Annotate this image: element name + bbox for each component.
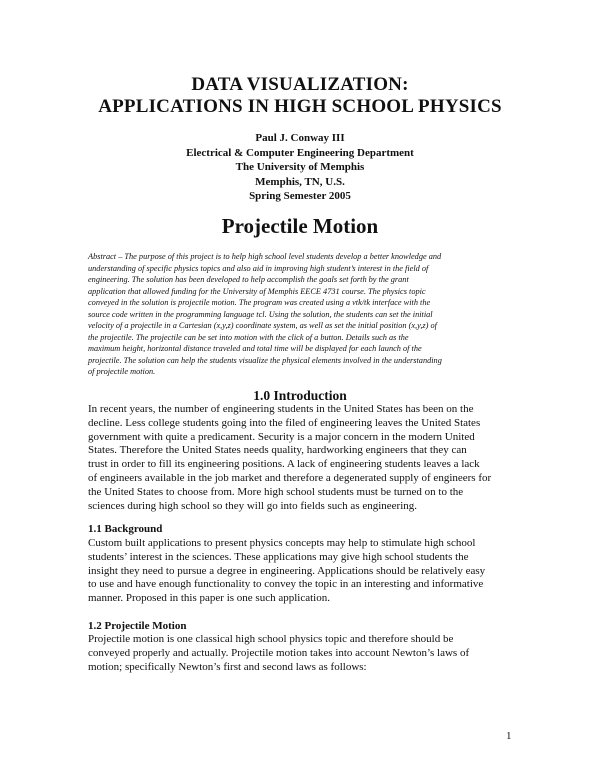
paragraph-line: to use and have enough functionality to convey the topic in an interesting and informative — [88, 578, 484, 591]
paper-title-line-1: DATA VISUALIZATION: — [191, 74, 409, 95]
abstract-line: velocity of a projectile in a Cartesian (x,y,z) coordinate system, as well as set the initial position (x,y,z) of — [88, 321, 437, 330]
paragraph-line: Projectile motion is one classical high school physics topic and therefore should be — [88, 633, 454, 645]
abstract-line: of projectile motion. — [88, 367, 156, 376]
author-block — [40, 131, 560, 204]
author-location: Memphis, TN, U.S. — [255, 175, 345, 188]
abstract-line: the projectile. The projectile can be set into motion with the click of a button. Details such as the — [88, 332, 409, 342]
background-heading: 1.1 Background — [88, 523, 163, 535]
author-name: Paul J. Conway III — [255, 132, 345, 144]
section-title: Projectile Motion — [221, 214, 379, 238]
paragraph-line: insight they need to pursue a degree in engineering. Applications should be relatively easy — [88, 564, 486, 577]
paragraph-line: sciences during high school so they will go into fields such as engineering. — [88, 499, 418, 512]
page-number: 1 — [506, 730, 512, 742]
abstract — [88, 251, 528, 378]
intro-heading: 1.0 Introduction — [253, 388, 347, 403]
projectile-paragraph — [88, 633, 528, 674]
paragraph-line: States. Therefore the United States needs quality, hardworking engineers that they can — [88, 444, 467, 457]
intro-paragraph — [88, 403, 528, 513]
author-university: The University of Memphis — [235, 161, 365, 173]
abstract-line: engineering. The solution has been developed to help accomplish the goals set forth by the grant — [88, 275, 409, 284]
abstract-line: source code written in the programming language tcl. Using the solution, the students can set the initial — [88, 309, 433, 319]
paragraph-line: trust in order to fill its engineering positions. A lack of engineering students leaves a lack — [88, 458, 480, 471]
abstract-line: understanding of specific physics topics and also aid in improving high student’s interest in the field of — [88, 263, 429, 273]
author-department: Electrical & Computer Engineering Department — [186, 146, 414, 159]
paragraph-line: Custom built applications to present physics concepts may help to stimulate high school — [88, 537, 476, 549]
paper-title-line-2: APPLICATIONS IN HIGH SCHOOL PHYSICS — [98, 96, 502, 117]
background-paragraph — [88, 537, 528, 606]
paragraph-line: the United States to choose from. More high school students must be turned on to the — [88, 485, 464, 498]
paragraph-line: government with quite a predicament. Security is a major concern in the modern United — [88, 430, 475, 443]
paragraph-line: conveyed properly and actually. Projectile motion takes into account Newton’s laws of — [88, 646, 470, 659]
author-semester: Spring Semester 2005 — [249, 190, 351, 202]
projectile-heading: 1.2 Projectile Motion — [88, 620, 187, 632]
paragraph-line: decline. Less college students going into the filed of engineering leaves the United States — [88, 416, 481, 429]
paragraph-line: students’ interest in the sciences. These applications may give high school students the — [88, 550, 469, 563]
abstract-line: maximum height, horizontal distance traveled and total time will be displayed for each launch of the — [88, 344, 422, 353]
abstract-line: conveyed in the solution is projectile motion. The program was created using a vtk/tk interface with the — [88, 298, 431, 307]
paragraph-line: In recent years, the number of engineering students in the United States has been on the — [88, 403, 474, 415]
paragraph-line: manner. Proposed in this paper is one such application. — [88, 592, 330, 605]
paragraph-line: motion; specifically Newton’s first and second laws as follows: — [88, 660, 367, 673]
abstract-line: projectile. The solution can help the students visualize the physical elements involved in the understanding — [88, 355, 442, 365]
abstract-line: Abstract – The purpose of this project is to help high school level students develop a better knowledge and — [88, 252, 442, 261]
abstract-line: application that allowed funding for the University of Memphis EECE 4731 course. The physics topic — [88, 286, 426, 296]
paragraph-line: of engineers available in the job market and therefore a degenerated supply of engineers for — [88, 471, 492, 484]
